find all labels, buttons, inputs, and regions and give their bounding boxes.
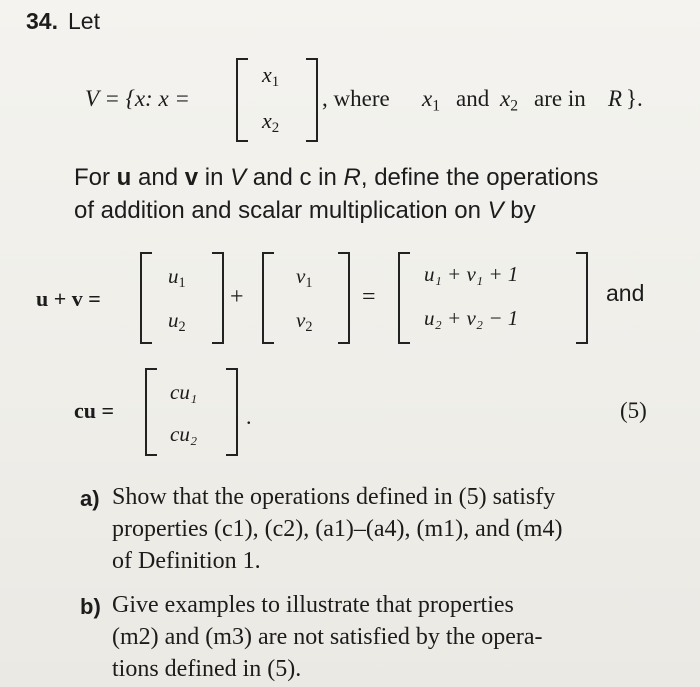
equation-number: (5) [620, 398, 647, 423]
part-a-line-1: Show that the operations defined in (5) satisfy [112, 484, 556, 510]
matrix-v2: $v_2$ [296, 308, 313, 335]
right-bracket [338, 252, 350, 344]
part-b-label: b) [80, 594, 101, 619]
part-b-line-1: Give examples to illustrate that properties [112, 592, 514, 618]
left-bracket [236, 58, 248, 142]
result-row-1: u₁ + v₁ + 1 [424, 262, 519, 286]
set-close: }. [626, 86, 643, 111]
paragraph-line-2: of addition and scalar multiplication on V by [74, 197, 536, 224]
set-lhs: V = {x: x = [85, 86, 190, 111]
left-bracket [145, 368, 157, 456]
result-row-2: u₂ + v₂ − 1 [424, 306, 519, 330]
part-a-line-2: properties (c1), (c2), (a1)–(a4), (m1), and (m4) [112, 516, 563, 542]
matrix-entry-1: $x_1$ [262, 62, 280, 91]
equals-sign: = [362, 284, 376, 310]
left-bracket [140, 252, 152, 344]
plus-sign: + [230, 284, 244, 310]
paragraph-line-1: For u and v in V and c in R, define the operations [74, 164, 599, 191]
matrix-u2: $u_2$ [168, 308, 186, 335]
matrix-v1: $v_1$ [296, 264, 313, 291]
part-a-line-3: of Definition 1. [112, 548, 261, 574]
right-bracket [576, 252, 588, 344]
var-x1: $x_1$ [422, 86, 441, 115]
problem-intro: Let [68, 8, 100, 34]
addition-and: and [606, 280, 645, 306]
scalar-row-2: cu₂ [170, 422, 198, 446]
set-where: , where [322, 86, 390, 111]
part-a-label: a) [80, 486, 100, 511]
scalar-lhs: cu = [74, 398, 115, 423]
set-R: R [608, 86, 623, 111]
left-bracket [398, 252, 410, 344]
part-b-line-2: (m2) and (m3) are not satisfied by the opera- [112, 624, 543, 650]
var-x2: $x_2$ [500, 86, 519, 115]
scalar-period: . [246, 404, 252, 429]
matrix-u1: $u_1$ [168, 264, 186, 291]
matrix-entry-2: $x_2$ [262, 108, 280, 137]
addition-lhs: u + v = [36, 286, 101, 311]
set-tail: are in [534, 86, 586, 111]
problem-number: 34. [26, 8, 58, 34]
right-bracket [212, 252, 224, 344]
part-b-line-3: tions defined in (5). [112, 656, 302, 682]
right-bracket [226, 368, 238, 456]
set-and: and [456, 86, 490, 111]
right-bracket [306, 58, 318, 142]
left-bracket [262, 252, 274, 344]
scalar-row-1: cu₁ [170, 380, 198, 404]
